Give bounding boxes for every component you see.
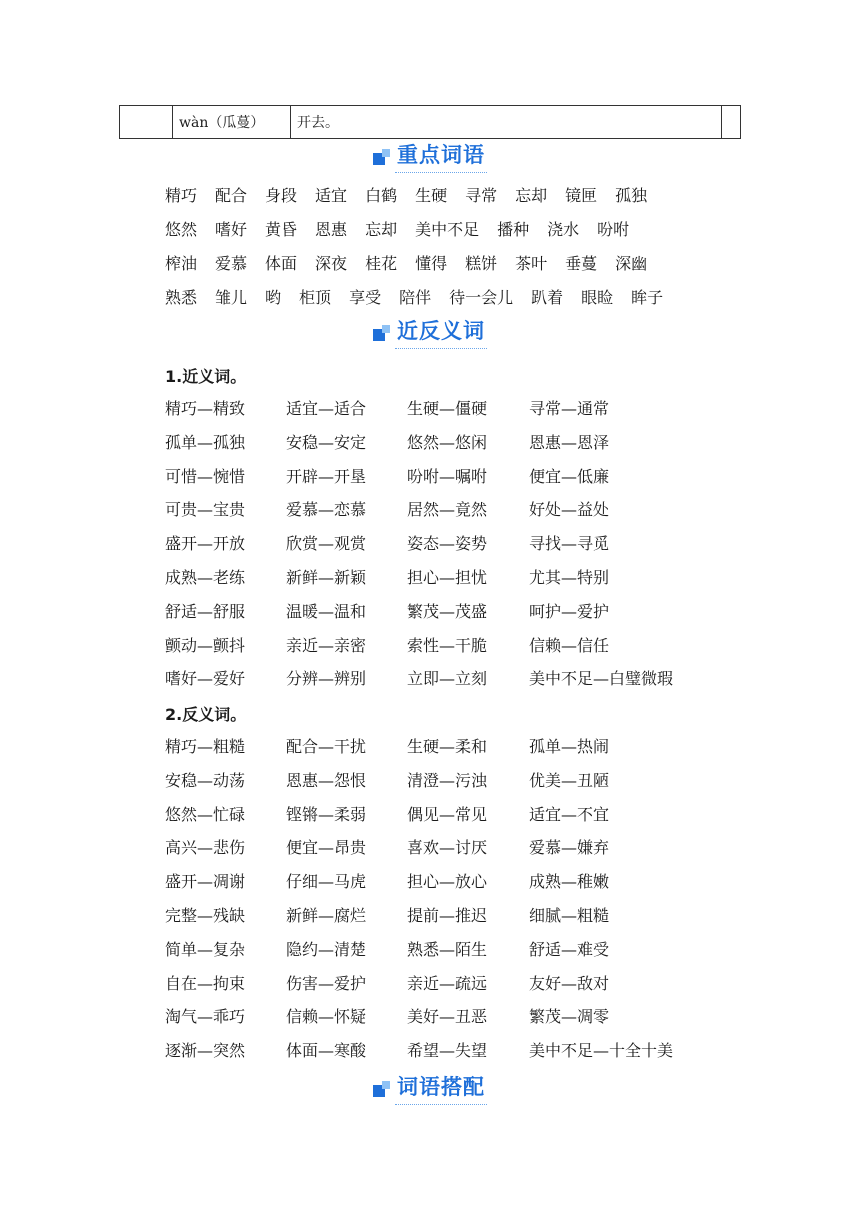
- key-word: 深夜: [315, 254, 348, 273]
- word-pair: 美中不足—十全十美: [529, 1041, 674, 1061]
- word-pair: 仔细—马虎: [286, 872, 367, 892]
- key-word: 镜匣: [565, 186, 598, 205]
- key-word: 懂得: [415, 254, 448, 273]
- key-word: 嗜好: [215, 220, 248, 239]
- section-heading-collocations: [0, 1071, 860, 1105]
- synonyms-title: 1.近义词。: [165, 367, 247, 386]
- word-pair: 提前—推迟: [407, 906, 488, 925]
- key-word: 雏儿: [215, 288, 248, 307]
- key-word: 恩惠: [315, 220, 348, 239]
- word-pair: 成熟—稚嫩: [529, 872, 610, 892]
- table-cell: [722, 106, 741, 139]
- word-pair: 盛开—开放: [165, 534, 246, 554]
- key-word: 体面: [265, 254, 298, 273]
- key-word: 孤独: [615, 186, 648, 205]
- word-pair: 体面—寒酸: [286, 1041, 367, 1061]
- word-pair: 伤害—爱护: [286, 973, 367, 993]
- word-pair: 悠然—忙碌: [165, 804, 246, 824]
- word-pair: 颤动—颤抖: [165, 635, 246, 655]
- word-pair: 担心—放心: [407, 872, 488, 892]
- word-pair: 舒适—难受: [529, 939, 610, 959]
- word-pair: 繁茂—茂盛: [407, 601, 488, 621]
- word-pair: 舒适—舒服: [165, 601, 246, 621]
- word-pair: 美好—丑恶: [407, 1007, 488, 1027]
- word-pair: 淘气—乖巧: [165, 1007, 246, 1027]
- word-pair: 精巧—粗糙: [165, 737, 246, 756]
- word-pair: 成熟—老练: [165, 568, 246, 587]
- word-pair: 爱慕—恋慕: [286, 500, 367, 520]
- key-word: 享受: [349, 288, 382, 307]
- word-pair: 恩惠—恩泽: [529, 432, 610, 452]
- key-word: 吩咐: [597, 220, 630, 239]
- heading-text: 近反义词: [395, 315, 487, 349]
- key-word: 寻常: [465, 186, 498, 205]
- word-pair: 适宜—不宜: [529, 804, 610, 824]
- word-pair: 恩惠—怨恨: [286, 770, 367, 790]
- word-pair: 立即—立刻: [407, 669, 488, 689]
- key-word: 趴着: [531, 288, 564, 307]
- vocab-table-fragment: [119, 105, 741, 139]
- word-pair: 自在—拘束: [165, 973, 246, 993]
- antonyms-title: 2.反义词。: [165, 705, 247, 724]
- key-word: 柜顶: [299, 288, 332, 307]
- word-pair: 适宜—适合: [286, 399, 367, 418]
- key-word: 忘却: [365, 220, 398, 239]
- word-pair: 呵护—爱护: [529, 601, 610, 621]
- word-pair: 细腻—粗糙: [529, 906, 610, 925]
- table-row: [120, 106, 741, 139]
- word-pair: 美中不足—白璧微瑕: [529, 669, 674, 689]
- word-pair: 高兴—悲伤: [165, 838, 246, 858]
- word-pair: 吩咐—嘱咐: [407, 466, 488, 486]
- word-pair: 铿锵—柔弱: [286, 804, 367, 824]
- word-pair: 友好—敌对: [529, 973, 610, 993]
- key-words-row: [165, 183, 665, 209]
- square-bullet-icon: [373, 323, 391, 341]
- word-pair: 生硬—僵硬: [407, 399, 488, 418]
- word-pair: 欣赏—观赏: [286, 534, 367, 554]
- table-cell-text: 开去。: [291, 106, 722, 139]
- key-word: 浇水: [547, 220, 580, 239]
- key-words-row: [165, 217, 647, 243]
- word-pair: 可惜—惋惜: [165, 466, 246, 486]
- word-pair: 希望—失望: [407, 1041, 488, 1061]
- word-pair: 姿态—姿势: [407, 534, 488, 554]
- key-words-row: [165, 285, 681, 311]
- key-word: 播种: [497, 220, 530, 239]
- key-word: 白鹤: [365, 186, 398, 205]
- word-pair: 繁茂—凋零: [529, 1007, 610, 1027]
- key-word: 桂花: [365, 254, 398, 273]
- word-pair: 寻常—通常: [529, 399, 610, 418]
- word-pair: 生硬—柔和: [407, 737, 488, 756]
- word-pair: 居然—竟然: [407, 500, 488, 520]
- key-word: 爱慕: [215, 254, 248, 273]
- word-pair: 配合—干扰: [286, 737, 367, 756]
- key-word: 眸子: [631, 288, 664, 307]
- word-pair: 新鲜—新颖: [286, 568, 367, 587]
- key-word: 熟悉: [165, 288, 198, 307]
- key-word: 待一会儿: [449, 288, 514, 307]
- square-bullet-icon: [373, 1079, 391, 1097]
- section-heading-synonyms-antonyms: [0, 315, 860, 349]
- word-pair: 可贵—宝贵: [165, 500, 246, 520]
- word-pair: 便宜—低廉: [529, 466, 610, 486]
- section-heading-key-words: [0, 139, 860, 173]
- word-pair: 便宜—昂贵: [286, 838, 367, 858]
- word-pair: 简单—复杂: [165, 939, 246, 959]
- key-word: 精巧: [165, 186, 198, 205]
- word-pair: 亲近—疏远: [407, 973, 488, 993]
- heading-text: 重点词语: [395, 139, 487, 173]
- key-word: 眼睑: [581, 288, 614, 307]
- key-word: 垂蔓: [565, 254, 598, 273]
- word-pair: 分辨—辨别: [286, 669, 367, 689]
- word-pair: 安稳—动荡: [165, 770, 246, 790]
- word-pair: 孤单—热闹: [529, 737, 610, 756]
- word-pair: 开辟—开垦: [286, 466, 367, 486]
- key-word: 生硬: [415, 186, 448, 205]
- key-word: 榨油: [165, 254, 198, 273]
- key-word: 身段: [265, 186, 298, 205]
- word-pair: 嗜好—爱好: [165, 669, 246, 689]
- word-pair: 悠然—悠闲: [407, 432, 488, 452]
- word-pair: 熟悉—陌生: [407, 939, 488, 959]
- word-pair: 逐渐—突然: [165, 1041, 246, 1061]
- word-pair: 索性—干脆: [407, 635, 488, 655]
- word-pair: 担心—担忧: [407, 568, 488, 587]
- key-word: 美中不足: [415, 220, 480, 239]
- word-pair: 亲近—亲密: [286, 635, 367, 655]
- word-pair: 优美—丑陋: [529, 770, 610, 790]
- word-pair: 精巧—精致: [165, 399, 246, 418]
- word-pair: 信赖—信任: [529, 635, 610, 655]
- word-pair: 信赖—怀疑: [286, 1007, 367, 1027]
- table-cell-pinyin: wàn（瓜蔓）: [173, 106, 291, 139]
- word-pair: 完整—残缺: [165, 906, 246, 925]
- word-pair: 寻找—寻觅: [529, 534, 610, 554]
- key-word: 适宜: [315, 186, 348, 205]
- key-word: 黄昏: [265, 220, 298, 239]
- key-word: 茶叶: [515, 254, 548, 273]
- square-bullet-icon: [373, 147, 391, 165]
- key-word: 糕饼: [465, 254, 498, 273]
- key-word: 陪伴: [399, 288, 432, 307]
- word-pair: 新鲜—腐烂: [286, 906, 367, 925]
- word-pair: 安稳—安定: [286, 432, 367, 452]
- key-word: 悠然: [165, 220, 198, 239]
- word-pair: 喜欢—讨厌: [407, 838, 488, 858]
- key-words-row: [165, 251, 665, 277]
- key-word: 哟: [265, 288, 282, 307]
- word-pair: 温暖—温和: [286, 601, 367, 621]
- word-pair: 盛开—凋谢: [165, 872, 246, 892]
- word-pair: 尤其—特别: [529, 568, 610, 587]
- word-pair: 偶见—常见: [407, 804, 488, 824]
- key-word: 忘却: [515, 186, 548, 205]
- key-word: 深幽: [615, 254, 648, 273]
- table-cell: [120, 106, 173, 139]
- word-pair: 清澄—污浊: [407, 770, 488, 790]
- word-pair: 好处—益处: [529, 500, 610, 520]
- word-pair: 隐约—清楚: [286, 939, 367, 959]
- heading-text: 词语搭配: [395, 1071, 487, 1105]
- key-word: 配合: [215, 186, 248, 205]
- word-pair: 孤单—孤独: [165, 432, 246, 452]
- word-pair: 爱慕—嫌弃: [529, 838, 610, 858]
